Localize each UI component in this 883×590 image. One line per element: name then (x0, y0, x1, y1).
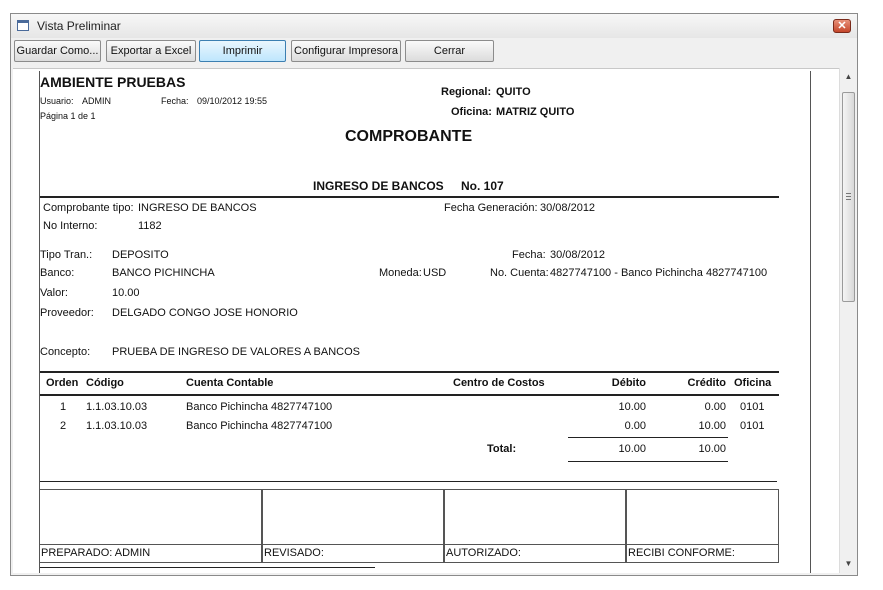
fecha-transaccion-value: 30/08/2012 (550, 249, 606, 261)
row-2-cuenta: Banco Pichincha 4827747100 (186, 420, 333, 432)
col-header-cuenta: Cuenta Contable (186, 377, 274, 389)
close-button[interactable]: ✕ (833, 19, 851, 33)
configure-printer-button[interactable]: Configurar Impresora (291, 40, 401, 62)
concepto-label: Concepto: (40, 346, 91, 358)
signature-revisado (262, 489, 444, 563)
moneda-label: Moneda: (379, 267, 422, 279)
print-button[interactable]: Imprimir (199, 40, 286, 62)
no-cuenta-label: No. Cuenta: (490, 267, 549, 279)
signature-preparado (39, 489, 262, 563)
row-2-codigo: 1.1.03.10.03 (86, 420, 148, 432)
valor-value: 10.00 (112, 287, 140, 299)
row-2-oficina: 0101 (740, 420, 765, 432)
signature-autorizado-label: AUTORIZADO: (445, 544, 625, 562)
proveedor-label: Proveedor: (40, 307, 94, 319)
signature-recibi-label: RECIBI CONFORME: (627, 544, 778, 562)
usuario-label: Usuario: (40, 96, 74, 106)
col-header-debito: Débito (611, 377, 646, 389)
signature-recibi (626, 489, 779, 563)
valor-label: Valor: (40, 287, 68, 299)
page-indicator: Página 1 de 1 (40, 111, 96, 121)
title-bar[interactable] (11, 14, 857, 38)
signature-divider (40, 481, 777, 482)
col-header-credito: Crédito (687, 377, 726, 389)
row-1-cuenta: Banco Pichincha 4827747100 (186, 401, 333, 413)
report-page (39, 71, 811, 573)
signature-revisado-label: REVISADO: (263, 544, 443, 562)
scroll-up-icon[interactable]: ▲ (844, 72, 853, 81)
regional-value: QUITO (496, 86, 531, 98)
fecha-transaccion-label: Fecha: (512, 249, 546, 261)
close-preview-button[interactable]: Cerrar (405, 40, 494, 62)
save-as-button[interactable]: Guardar Como... (14, 40, 101, 62)
regional-label: Regional: (441, 86, 492, 98)
row-1-oficina: 0101 (740, 401, 765, 413)
header-divider (40, 196, 779, 198)
tipo-tran-label: Tipo Tran.: (40, 249, 93, 261)
table-header-border (40, 394, 779, 396)
scroll-down-icon[interactable]: ▼ (844, 559, 853, 568)
vertical-scrollbar[interactable] (839, 68, 857, 573)
document-title: COMPROBANTE (345, 128, 473, 145)
col-header-codigo: Código (86, 377, 124, 389)
grip-icon (846, 193, 851, 200)
total-debito: 10.00 (618, 443, 646, 455)
scroll-thumb[interactable] (842, 92, 855, 302)
table-top-border (40, 371, 779, 373)
fecha-generacion-value: 30/08/2012 (540, 202, 596, 214)
fecha-value: 09/10/2012 19:55 (197, 96, 268, 106)
row-1-orden: 1 (60, 401, 67, 413)
oficina-value: MATRIZ QUITO (496, 106, 575, 118)
row-2-credito: 10.00 (698, 420, 726, 432)
no-cuenta-value: 4827747100 - Banco Pichincha 4827747100 (550, 267, 768, 279)
banco-label: Banco: (40, 267, 75, 279)
no-interno-value: 1182 (138, 220, 162, 232)
export-excel-button[interactable]: Exportar a Excel (106, 40, 196, 62)
document-subtitle: INGRESO DE BANCOS (313, 179, 444, 193)
comprobante-tipo-label: Comprobante tipo: (43, 202, 134, 214)
moneda-value: USD (423, 267, 447, 279)
proveedor-value: DELGADO CONGO JOSE HONORIO (112, 307, 298, 319)
oficina-label: Oficina: (451, 106, 492, 118)
no-interno-label: No Interno: (43, 220, 98, 232)
row-1-debito: 10.00 (618, 401, 646, 413)
document-number: No. 107 (461, 179, 504, 193)
row-2-orden: 2 (60, 420, 67, 432)
total-top-rule (568, 437, 728, 438)
col-header-oficina: Oficina (734, 377, 772, 389)
comprobante-tipo-value: INGRESO DE BANCOS (138, 202, 257, 214)
concepto-value: PRUEBA DE INGRESO DE VALORES A BANCOS (112, 346, 360, 358)
signature-preparado-label: PREPARADO: ADMIN (40, 544, 261, 562)
banco-value: BANCO PICHINCHA (112, 267, 215, 279)
usuario-value: ADMIN (82, 96, 111, 106)
row-2-debito: 0.00 (624, 420, 646, 432)
fecha-label: Fecha: (161, 96, 189, 106)
footer-rule (40, 567, 375, 568)
total-label: Total: (487, 443, 517, 455)
row-1-credito: 0.00 (704, 401, 726, 413)
report-viewport[interactable] (13, 68, 839, 573)
total-bottom-rule (568, 461, 728, 462)
row-1-codigo: 1.1.03.10.03 (86, 401, 148, 413)
col-header-orden: Orden (46, 377, 79, 389)
window-title: Vista Preliminar (37, 19, 121, 33)
signature-autorizado (444, 489, 626, 563)
col-header-centro: Centro de Costos (453, 377, 545, 389)
tipo-tran-value: DEPOSITO (112, 249, 169, 261)
fecha-generacion-label: Fecha Generación: (444, 202, 538, 214)
preview-window (10, 13, 858, 576)
total-credito: 10.00 (698, 443, 726, 455)
window-icon (17, 20, 29, 31)
company-name: AMBIENTE PRUEBAS (40, 74, 186, 90)
